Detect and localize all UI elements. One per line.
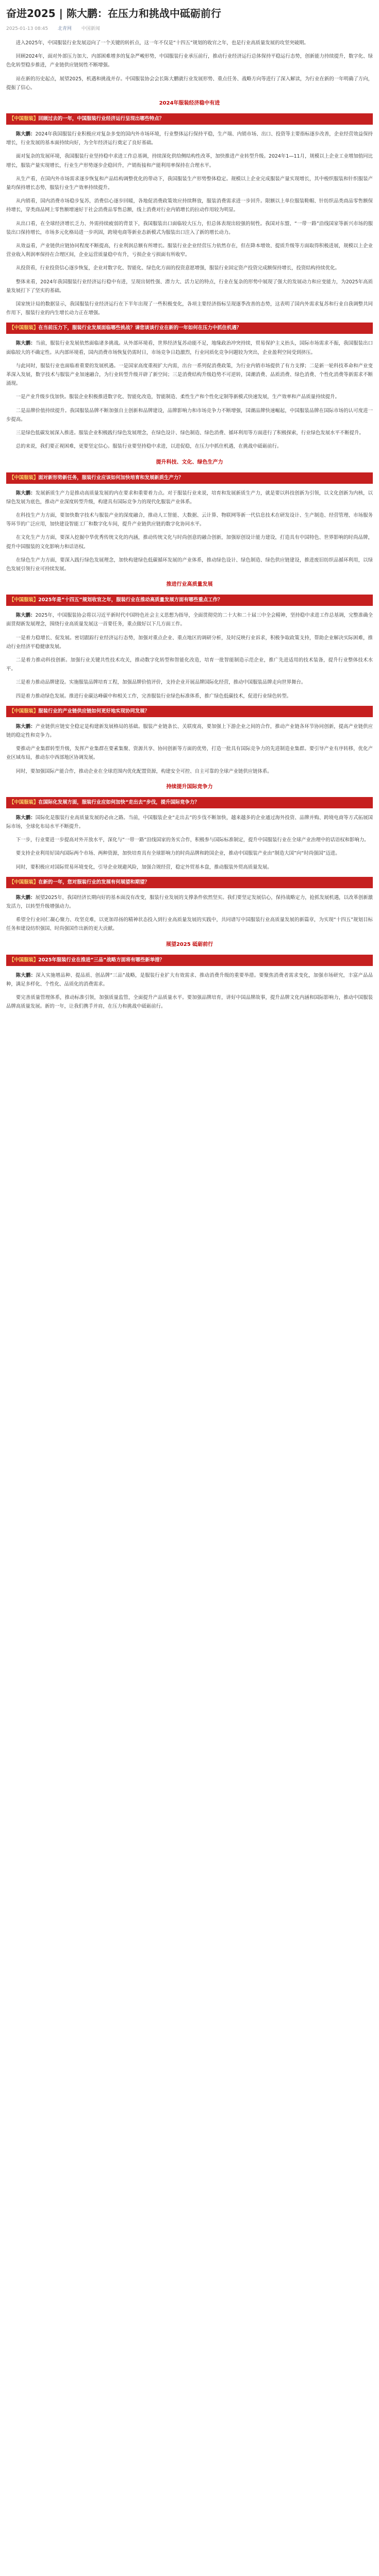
speaker-name: 陈大鹏： [15,972,36,978]
article-title: 奋进2025 | 陈大鹏：在压力和挑战中砥砺前行 [6,7,221,20]
paragraph: 在绿色生产力方面，要深入践行绿色发展理念，加快构建绿色低碳循环发展的产业体系，推动绿色设计、绿色制造、绿色供应链建设，推进废旧纺织品循环利用，以绿色发展引领行业可持续发展。 [6,557,373,572]
speaker-name: 陈大鹏： [15,613,36,619]
paragraph: 要完善质量管理体系，推动标准引领，加强质量监管，全面提升产品质量水平。要加强品牌培育，讲好中国品牌故事，提升品牌文化内涵和国际影响力，推动中国服装品牌高质量发展。新的一年，让我们携手并肩，在压力和挑战中砥砺前行。 [6,995,373,1010]
question-banner [6,955,373,966]
section-heading: 提升科技、文化、绿色生产力 [156,459,223,465]
question-text: 2025年服装行业在推进“三品”战略方面将有哪些新举措？ [38,957,164,963]
paragraph: 从内销看，国内消费市场稳步复苏，消费信心逐步回暖，各地促消费政策效应持续释放，服装消费需求进一步回升。限额以上单位服装鞋帽、针纺织品类商品零售额保持增长，穿类商品网上零售额增速好于社会消费品零售总额，线上消费对行业内销增长的拉动作用较为明显。 [6,198,373,213]
paragraph: 要推动产业集群转型升级，发挥产业集群在要素集聚、资源共享、协同创新等方面的优势，打造一批具有国际竞争力的先进制造业集群。要引导产业有序转移，优化产业区域布局，推动东中西部地区协调发展。 [6,746,373,761]
question-banner [6,797,373,808]
answer-text: 2024年我国服装行业积极应对复杂多变的国内外市场环境，行业整体运行保持平稳，生产端、内销市场、出口、投资等主要指标逐步改善，企业经营效益保持增长，行业发展的基本面持续向好，为全年经济运行奠定了良好基础。 [6,131,373,146]
paragraph: 二是着力推动科技创新。加强行业关键共性技术攻关，推动数字化转型和智能化改造，培育一批智能制造示范企业，推广先进适用的技术装备，提升行业整体技术水平。 [6,657,373,672]
section-heading: 持续提升国际竞争力 [166,784,213,790]
paragraph: 要支持企业利用好国内国际两个市场、两种资源，加快培育具有全球影响力的时尚品牌和跨国企业，推动中国服装产业由“制造大国”向“时尚强国”迈进。 [15,851,340,857]
answer-paragraph [6,893,373,911]
paragraph: 在科技生产力方面，要加快数字技术与服装产业的深度融合，推动人工智能、大数据、云计算、物联网等新一代信息技术在研发设计、生产制造、经营管理、市场服务等环节的广泛应用，加快建设智能工厂和数字化车间，提升产业链供应链的数字化协同水平。 [6,512,373,528]
publish-date: 2025-01-13 08:45 [6,26,48,31]
answer-paragraph [6,339,373,357]
paragraph: 四是着力推动绿色发展。推进行业碳达峰碳中和相关工作，完善服装行业绿色标准体系，推广绿色低碳技术，促进行业绿色转型。 [15,693,292,699]
paragraph: 与此同时，服装行业也面临着重要的发展机遇。一是国家高度重视扩大内需，出台一系列促消费政策，为行业内销市场提供了有力支撑；二是新一轮科技革命和产业变革深入发展，数字技术与服装产业加速融合，为行业转型升级开辟了新空间；三是消费结构升级趋势不可逆转，国潮消费、品质消费、绿色消费、个性化消费等新需求不断涌现。 [6,363,373,387]
answer-text: 2025年，中国服装协会将以习近平新时代中国特色社会主义思想为指导，全面贯彻党的二十大和二十届三中全会精神，坚持稳中求进工作总基调，完整准确全面贯彻新发展理念，围绕行业高质量发展这一首要任务，重点做好以下几方面工作。 [6,613,373,628]
answer-text: 当前，服装行业发展依然面临诸多挑战。从外部环境看，世界经济复苏动能不足，地缘政治冲突持续，贸易保护主义抬头，国际市场需求不振，我国服装出口面临较大的不确定性。从内部环境看，国内消费市场恢复仍需时日，市场竞争日趋激烈，行业同质化竞争问题较为突出，企业盈利空间受到挤压。 [6,341,373,355]
section-heading: 展望2025 砥砺前行 [166,941,213,947]
paragraph: 同时，要加强国际产能合作，推动企业在全球范围内优化配置资源，构建安全可控、自主可靠的全球产业链供应链体系。 [15,768,272,774]
question-text: 服装行业的产业链供应链如何更好地实现协同发展？ [38,708,150,714]
question-banner [6,877,373,888]
answer-text: 发展新质生产力是推动高质量发展的内在要求和重要着力点。对于服装行业来说，培育和发展新质生产力，就是要以科技创新为引领，以文化创新为内核，以绿色发展为底色，推动产业深度转型升级，构建具有国际竞争力的现代化服装产业体系。 [6,490,373,505]
paragraph: 从投资看，行业投资信心逐步恢复，企业对数字化、智能化、绿色化方面的投资意愿增强，服装行业固定资产投资完成额保持增长，投资结构持续优化。 [15,265,340,272]
answer-paragraph [6,130,373,147]
paragraph: 一是产业升级步伐加快。服装企业积极推进数字化、智能化改造，智能制造、柔性生产和个性化定制等新模式快速发展，生产效率和产品质量持续提升。 [15,394,340,400]
question-tag: 【中国服装】 [9,879,39,885]
question-text: 回顾过去的一年，中国服装行业经济运行呈现出哪些特点？ [38,116,164,122]
source-link[interactable]: 北青网 [57,26,72,31]
section-heading: 2024年服装经济稳中有进 [159,100,220,107]
paragraph: 整体来看，2024年我国服装行业经济运行稳中有进，呈现出韧性强、潜力大、活力足的特点，行业在复杂的形势中展现了强大的发展动力和应变能力，为2025年高质量发展打下了坚实的基础。 [6,279,373,294]
question-tag: 【中国服装】 [9,957,39,963]
question-tag: 【中国服装】 [9,708,39,714]
paragraph: 三是绿色低碳发展深入推进。服装企业积极践行绿色发展理念，在绿色设计、绿色制造、绿色消费、循环利用等方面进行了积极探索，行业绿色发展水平不断提升。 [15,430,364,436]
paragraph: 进入2025年，中国服装行业发展迈向了一个关键的转折点，这一年不仅是“十四五”规划的收官之年，也是行业高质量发展的攻坚突破期。 [15,40,309,46]
paragraph: 在文化生产力方面，要深入挖掘中华优秀传统文化的内涵，推动传统文化与时尚创意的融合创新，加强原创设计能力建设，打造具有中国特色、世界影响的时尚品牌，提升中国服装的文化影响力和话语权。 [6,535,373,550]
paragraph: 三是着力推动品牌建设。实施服装品牌培育工程，加强品牌价值评价，支持企业开展品牌国际化经营，推动中国服装品牌走向世界舞台。 [15,680,306,686]
speaker-name: 陈大鹏： [15,723,36,730]
speaker-name: 陈大鹏： [15,131,36,138]
section-heading: 推进行业高质量发展 [166,582,213,588]
paragraph: 从出口看，在全球经济增长乏力、外需持续疲弱的背景下，我国服装出口面临较大压力，但总体表现出较强的韧性。我国对东盟、“一带一路”沿线国家等新兴市场的服装出口保持增长，市场多元化格局进一步巩固，跨境电商等新业态新模式为服装出口注入了新的增长动力。 [6,221,373,235]
question-text: 面对新形势新任务，服装行业应该如何加快培育和发展新质生产力？ [38,474,184,481]
article-meta [6,25,373,31]
paragraph: 总的来说，我们要正视困难，更要坚定信心。服装行业要坚持稳中求进，以进促稳，在压力中抓住机遇，在挑战中砥砺前行。 [15,444,282,450]
question-banner [6,113,373,125]
answer-paragraph [6,971,373,989]
answer-paragraph [6,722,373,740]
answer-paragraph [6,814,373,831]
paragraph: 下一步，行业要进一步提高对外开放水平，深化与“一带一路”沿线国家的务实合作，积极参与国际标准制定，提升中国服装行业在全球产业治理中的话语权和影响力。 [15,837,369,843]
question-tag: 【中国服装】 [9,597,39,603]
paragraph: 同时，要积极应对国际贸易环境变化，引导企业规避风险，加强合规经营，稳定外贸基本盘，推动服装外贸高质量发展。 [15,864,272,870]
answer-paragraph [6,611,373,629]
paragraph: 回顾2024年，面对外部压力加大、内部困难增多的复杂严峻形势，中国服装行业承压前行，推动行业经济运行总体保持平稳运行态势，创新能力持续提升，数字化、绿色化转型稳步推进，产业链供应链韧性不断增强。 [6,54,373,69]
author-name: 中国新闻 [81,26,100,31]
paragraph: 二是品牌价值持续提升。我国服装品牌不断加强自主创新和品牌建设，品牌影响力和市场竞争力不断增强，国潮品牌快速崛起，中国服装品牌在国际市场的认可度进一步提高。 [6,408,373,422]
question-tag: 【中国服装】 [9,799,39,805]
question-tag: 【中国服装】 [9,116,39,122]
paragraph: 面对复杂的发展环境，我国服装行业坚持稳中求进工作总基调，持续深化供给侧结构性改革，加快推进产业转型升级。2024年1—11月，规模以上企业工业增加值同比增长，服装产量实现增长，行业生产形势逐步企稳回升，产销衔接和产能利用率保持在合理水平。 [6,154,373,168]
answer-text: 产业链供应链安全稳定是构建新发展格局的基础。服装产业链条长、关联度高，要加强上下游企业之间的合作，推动产业链各环节协同创新，提高产业链供应链的稳定性和竞争力。 [6,723,373,738]
speaker-name: 陈大鹏： [15,490,36,496]
paragraph: 从效益看，产业链供应链协同程度不断提高，行业利润总额有所增长。服装行业企业经营压力依然存在，但在降本增效、提质升级等方面取得积极进展，规模以上企业营业收入利润率保持在合理区间，企业运营质量稳中有升，亏损企业亏损面有所收窄。 [6,243,373,258]
answer-text: 国际化是服装行业高质量发展的必由之路。当前，中国服装企业“走出去”的步伐不断加快，越来越多的企业通过海外投资、品牌并购、跨境电商等方式拓展国际市场，全球化布局水平不断提升。 [6,815,373,829]
speaker-name: 陈大鹏： [15,894,36,901]
speaker-name: 陈大鹏： [15,341,36,347]
answer-paragraph [6,489,373,506]
question-text: 在国际化发展方面，服装行业应如何加快“走出去”步伐，提升国际竞争力？ [38,799,200,805]
answer-text: 展望2025年，我国经济长期向好的基本面没有改变，服装行业发展的支撑条件依然坚实。我们要坚定发展信心，保持战略定力，抢抓发展机遇，以改革创新激发活力，以转型升级增强动力。 [6,894,373,909]
paragraph: 从生产看，在国内外市场需求逐步恢复和产品结构调整优化的带动下，我国服装生产形势整体稳定。规模以上企业完成服装产量实现增长，其中梭织服装和针织服装产量均保持增长态势，服装行业生产效率持续提升。 [6,176,373,191]
paragraph: 站在新的历史起点，展望2025，机遇和挑战并存。中国服装协会会长陈大鹏就行业发展形势、重点任务、战略方向等进行了深入解读，为行业在新的一年明确了方向，提振了信心。 [6,76,373,91]
question-banner [6,595,373,606]
question-banner [6,706,373,717]
question-banner [6,472,373,484]
speaker-name: 陈大鹏： [15,815,36,821]
answer-text: 深入实施增品种、提品质、创品牌“三品”战略，是服装行业扩大有效需求、推动消费升级的重要举措。要聚焦消费者需求变化，加强市场研究，丰富产品品种，满足多样化、个性化、品质化的消费需求。 [6,972,373,987]
question-text: 在新的一年，您对服装行业的发展有何展望和期望？ [38,879,150,885]
question-tag: 【中国服装】 [9,474,39,481]
paragraph: 希望全行业同仁凝心聚力、攻坚克难，以更加昂扬的精神状态投入到行业高质量发展的实践中，共同谱写中国服装行业高质量发展的新篇章，为实现“十四五”规划目标任务和建设纺织强国、时尚强国作出新的更大贡献。 [6,917,373,932]
paragraph: 一是着力稳增长、促发展。密切跟踪行业经济运行态势，加强对重点企业、重点地区的调研分析，及时反映行业诉求，积极争取政策支持，帮助企业解决实际困难，推动行业经济平稳健康发展。 [6,635,373,650]
question-banner [6,323,373,334]
question-text: 2025年是“十四五”规划收官之年，服装行业在推动高质量发展方面有哪些重点工作？ [38,597,223,603]
question-text: 在当前压力下，服装行业发展面临哪些挑战？请您谈谈行业在新的一年如何在压力中抓住机遇？ [38,325,242,331]
question-tag: 【中国服装】 [9,325,39,331]
article-body [6,39,373,1011]
paragraph: 国家统计局的数据显示，我国服装行业经济运行在下半年出现了一些积极变化，各项主要经济指标呈现逐季改善的态势，这表明了国内外需求复苏和行业自我调整共同作用下，服装行业的内生增长动力正在增强。 [6,301,373,316]
